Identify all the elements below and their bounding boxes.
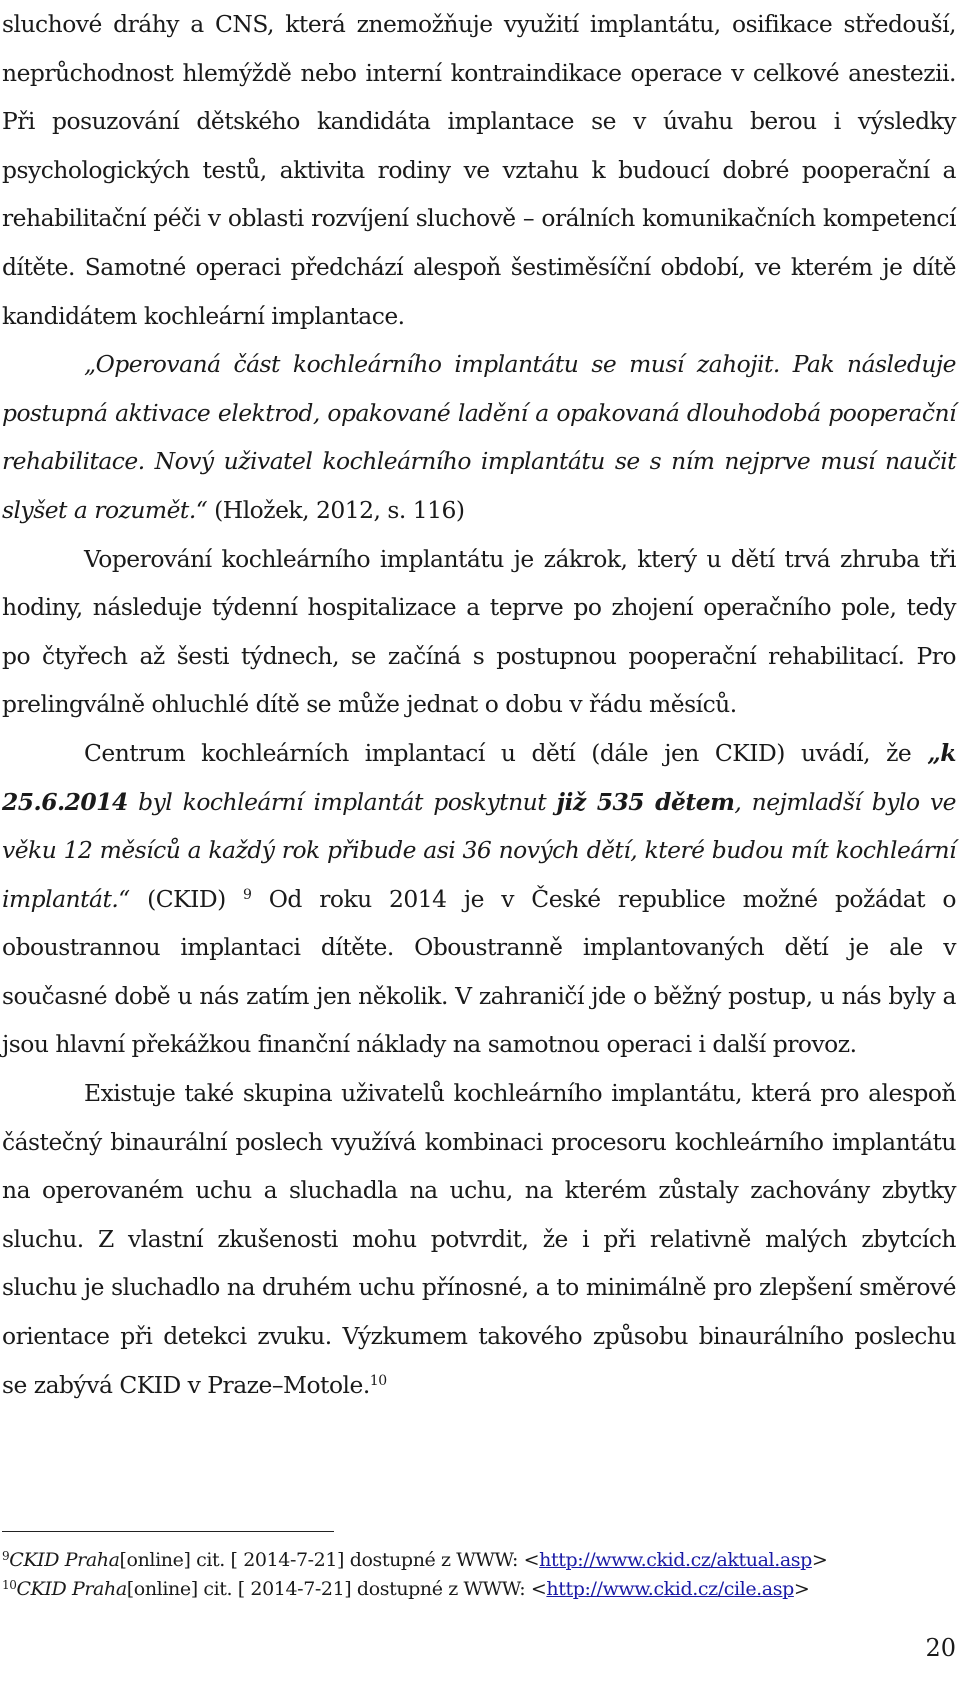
footnotes xyxy=(2,1546,942,1603)
footnote-text: [online] cit. [ 2014-7-21] dostupné z WWW: < xyxy=(119,1549,540,1571)
footnote-source-title: CKID Praha xyxy=(9,1549,120,1571)
footnote-separator xyxy=(2,1531,334,1532)
paragraph-2 xyxy=(2,340,956,534)
footnote-ref-9[interactable]: 9 xyxy=(243,886,252,903)
paragraph-5 xyxy=(2,1069,956,1409)
quote-count: již 535 dětem xyxy=(556,787,735,816)
paragraph-4-rest: Od roku 2014 je v České republice možné požádat o oboustrannou implantaci dítěte. Oboustranně implantovaných dětí je ale v současné době u nás zatím jen několik. V zahraničí jde o běžný postup, u nás byly a jsou hlavní překážkou finanční náklady na samotnou operaci i další provoz. xyxy=(2,884,956,1059)
footnote-number: 9 xyxy=(2,1549,10,1563)
footnote-link-cile[interactable]: http://www.ckid.cz/cile.asp xyxy=(546,1577,794,1600)
footnote-text: [online] cit. [ 2014-7-21] dostupné z WWW: < xyxy=(126,1577,547,1600)
paragraph-4 xyxy=(2,729,956,1069)
paragraph-1: sluchové dráhy a CNS, která znemožňuje využití implantátu, osifikace středouší, neprůchodnost hlemýždě nebo interní kontraindikace operace v celkové anestezii. Při posuzování dětského kandidáta implantace se v úvahu berou i výsledky psychologických testů, aktivita rodiny ve vztahu k budoucí dobré pooperační a rehabilitační péči v oblasti rozvíjení sluchově – orálních komunikačních kompetencí dítěte. Samotné operaci předchází alespoň šestiměsíční období, ve kterém je dítě kandidátem kochleární implantace. xyxy=(2,10,956,330)
quote-part-1: byl kochleární implantát poskytnut xyxy=(127,787,557,816)
citation-hlozek: (Hložek, 2012, s. 116) xyxy=(207,495,465,524)
footnote-ref-10[interactable]: 10 xyxy=(369,1372,387,1389)
footnote-end: > xyxy=(793,1577,810,1600)
paragraph-4-intro: Centrum kochleárních implantací u dětí (dále jen CKID) uvádí, že xyxy=(84,738,928,767)
footnote-9 xyxy=(2,1546,942,1575)
footnote-10 xyxy=(2,1575,942,1604)
quote-date: „k 25.6.2014 xyxy=(2,738,956,816)
body-text xyxy=(2,0,956,1409)
paragraph-5-text: Existuje také skupina uživatelů kochleárního implantátu, která pro alespoň částečný binaurální poslech využívá kombinaci procesoru kochleárního implantátu na operovaném uchu a sluchadla na uchu, na kterém zůstaly zachovány zbytky sluchu. Z vlastní zkušenosti mohu potvrdit, že i při relativně malých zbytcích sluchu je sluchadlo na druhém uchu přínosné, a to minimálně pro zlepšení směrové orientace při detekci zvuku. Výzkumem takového způsobu binaurálního poslechu se zabývá CKID v Praze–Motole. xyxy=(2,1079,956,1399)
citation-ckid: (CKID) xyxy=(129,884,244,913)
quotation-hlozek: „Operovaná část kochleárního implantátu se musí zahojit. Pak následuje postupná aktivace elektrod, opakované ladění a opakovaná dlouhodobá pooperační rehabilitace. Nový uživatel kochleárního implantátu se s ním nejprve musí naučit slyšet a rozumět.“ xyxy=(2,350,956,524)
footnote-source-title: CKID Praha xyxy=(16,1577,127,1600)
footnote-link-aktual[interactable]: http://www.ckid.cz/aktual.asp xyxy=(539,1549,812,1571)
footnote-end: > xyxy=(811,1549,828,1571)
quote-part-2: , nejmladší bylo ve věku 12 měsíců a každý rok přibude asi 36 nových dětí, které budou mít kochleární implantát.“ xyxy=(2,787,957,913)
page-number: 20 xyxy=(925,1634,956,1662)
paragraph-3: Voperování kochleárního implantátu je zákrok, který u dětí trvá zhruba tři hodiny, následuje týdenní hospitalizace a teprve po zhojení operačního pole, tedy po čtyřech až šesti týdnech, se začíná s postupnou pooperační rehabilitací. Pro prelingválně ohluchlé dítě se může jednat o dobu v řádu měsíců. xyxy=(2,544,956,719)
footnote-number: 10 xyxy=(2,1577,17,1592)
